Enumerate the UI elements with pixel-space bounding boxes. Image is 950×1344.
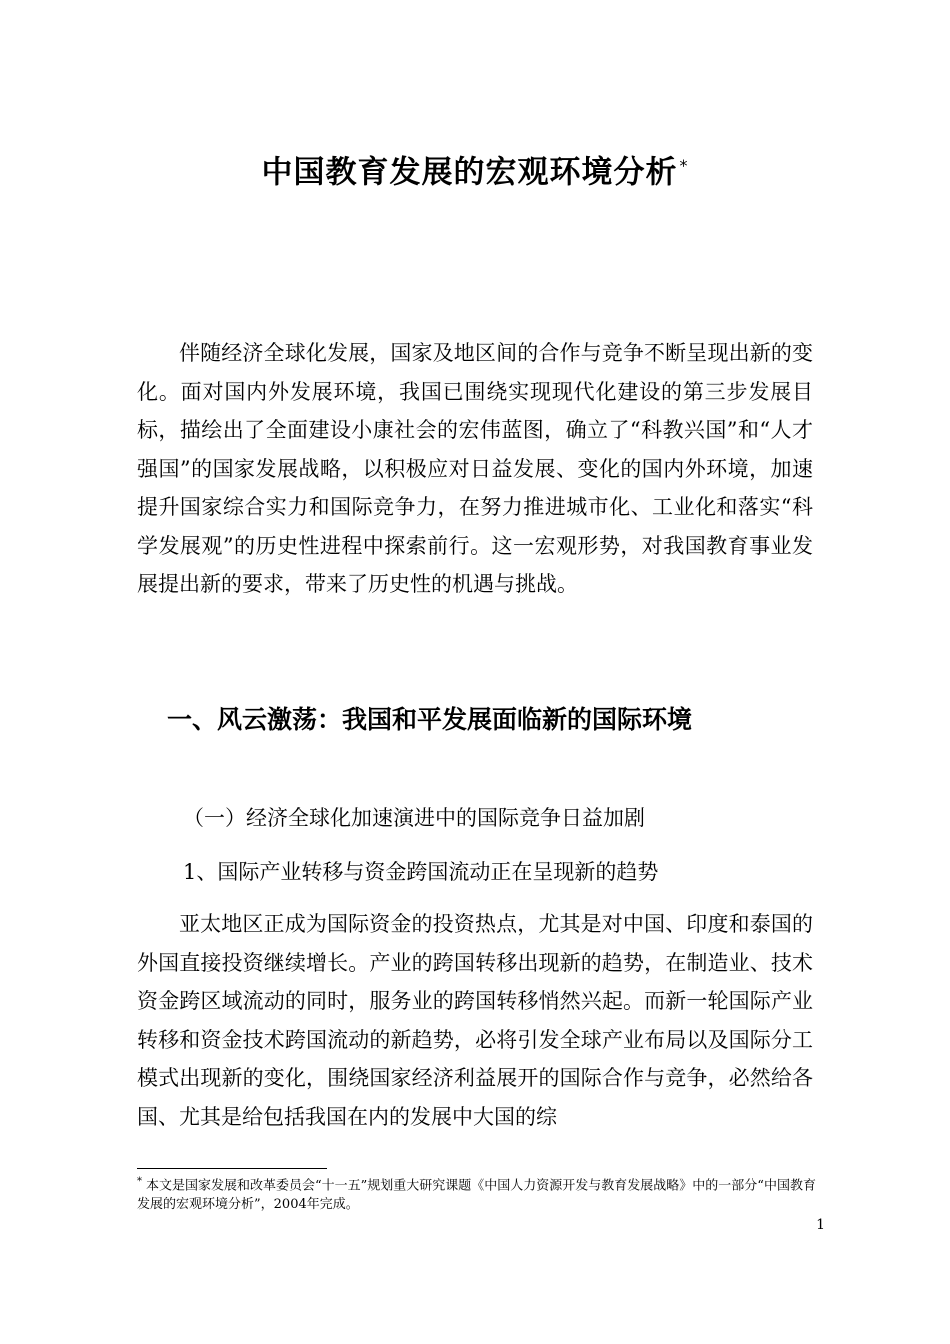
title-text: 中国教育发展的宏观环境分析: [261, 154, 678, 191]
subsection-heading: （一）经济全球化加速演进中的国际竞争日益加剧: [183, 806, 645, 830]
footnote: [137, 1172, 827, 1214]
intro-paragraph: 伴随经济全球化发展，国家及地区间的合作与竞争不断呈现出新的变化。面对国内外发展环境，我国已围绕实现现代化建设的第三步发展目标，描绘出了全面建设小康社会的宏伟蓝图，确立了“科教兴国”和“人才强国”的国家发展战略，以积极应对日益发展、变化的国内外环境，加速提升国家综合实力和国际竞争力，在努力推进城市化、工业化和落实“科学发展观”的历史性进程中探索前行。这一宏观形势，对我国教育事业发展提出新的要求，带来了历史性的机遇与挑战。: [137, 341, 813, 596]
footnote-text: 本文是国家发展和改革委员会“十一五”规划重大研究课题《中国人力资源开发与教育发展战略》中的一部分“中国教育发展的宏观环境分析”，2004年完成。: [137, 1178, 816, 1213]
body-paragraph: 亚太地区正成为国际资金的投资热点，尤其是对中国、印度和泰国的外国直接投资继续增长。产业的跨国转移出现新的趋势，在制造业、技术资金跨区域流动的同时，服务业的跨国转移悄然兴起。而新一轮国际产业转移和资金技术跨国流动的新趋势，必将引发全球产业布局以及国际分工模式出现新的变化，围绕国家经济利益展开的国际合作与竞争，必然给各国、尤其是给包括我国在内的发展中大国的综: [137, 912, 813, 1129]
document-title: [0, 143, 950, 195]
footnote-mark: *: [137, 1176, 142, 1187]
title-footnote-mark: *: [679, 156, 689, 175]
footnote-divider: [137, 1168, 327, 1169]
section-heading: 一、风云激荡：我国和平发展面临新的国际环境: [167, 705, 693, 734]
subsubsection-heading: 1、国际产业转移与资金跨国流动正在呈现新的趋势: [183, 860, 659, 884]
page-number: 1: [816, 1217, 825, 1233]
